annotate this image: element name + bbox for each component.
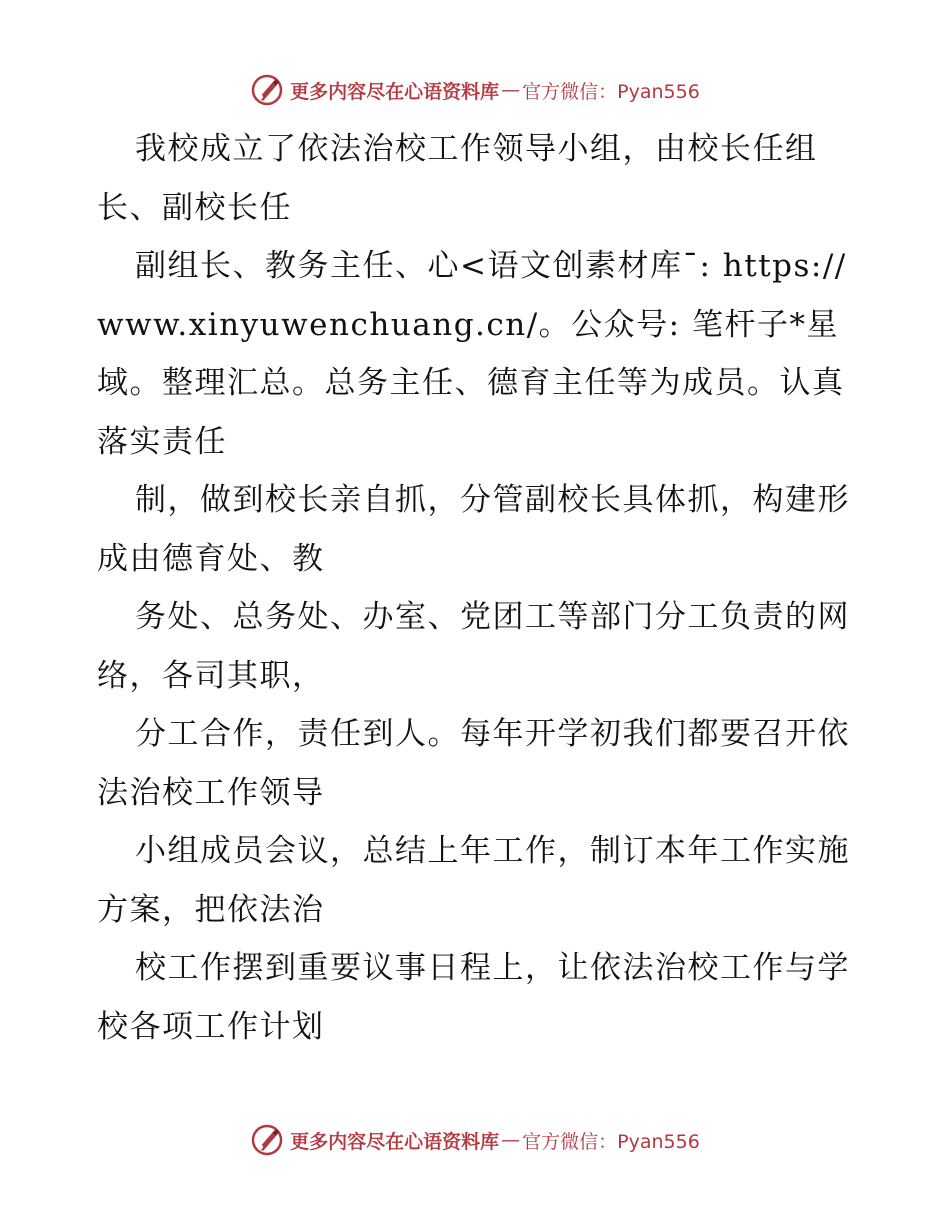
paragraph-7: 校工作摆到重要议事日程上，让依法治校工作与学校各项工作计划 [97,950,850,1045]
paragraph-5: 分工合作，责任到人。每年开学初我们都要召开依法治校工作领导 [97,716,850,811]
footer-site-text: 更多内容尽在心语资料库 [290,1130,500,1153]
header-wechat-text: 官方微信：Pyan556 [522,80,700,103]
pen-logo-icon [250,1123,284,1157]
paragraph-2: 副组长、教务主任、心<语文创素材库¯: https://www.xinyuwenchuang.cn/。公众号: 笔杆子*星域。整理汇总。总务主任、德育主任等为成员。认真落实责任 [97,248,847,460]
header-site-text: 更多内容尽在心语资料库 [290,80,500,103]
pen-logo-icon [250,73,284,107]
document-body [97,120,853,1056]
paragraph-6: 小组成员会议，总结上年工作，制订本年工作实施方案，把依法治 [97,833,850,928]
header-watermark-banner [0,70,950,110]
footer-wechat-text: 官方微信：Pyan556 [522,1130,700,1153]
paragraph-3: 制，做到校长亲自抓，分管副校长具体抓，构建形成由德育处、教 [97,482,850,577]
footer-separator: — [501,1129,521,1151]
paragraph-1: 我校成立了依法治校工作领导小组，由校长任组长、副校长任 [97,131,818,226]
footer-watermark-banner [0,1120,950,1160]
header-separator: — [501,79,521,101]
paragraph-4: 务处、总务处、办室、党团工等部门分工负责的网络，各司其职， [97,599,850,694]
